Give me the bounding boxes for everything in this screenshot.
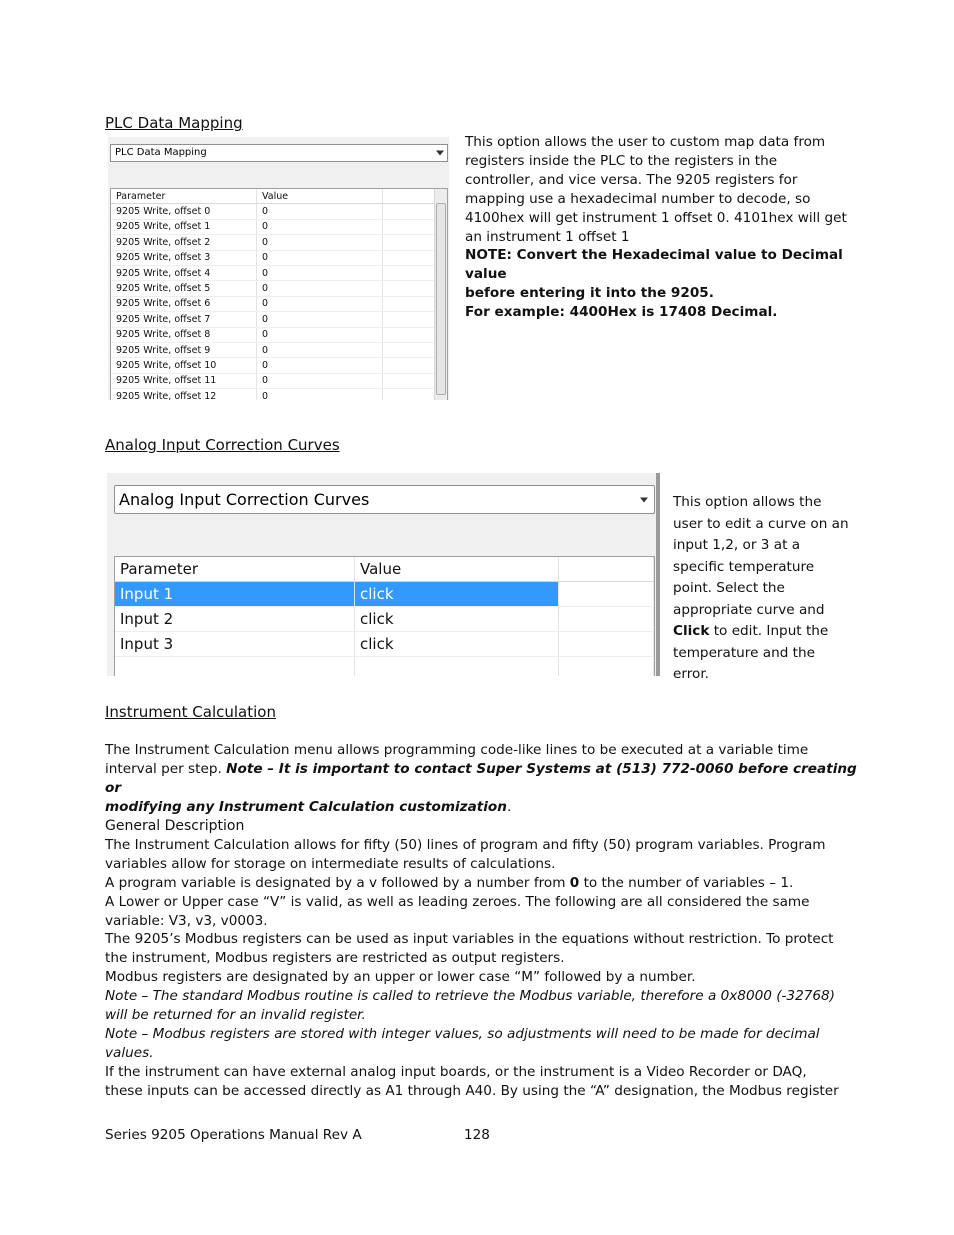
plc-row[interactable]	[111, 389, 447, 400]
calc-p3b: 0	[569, 874, 580, 891]
aicc-row[interactable]	[115, 582, 654, 607]
aicc-frame-edge	[656, 473, 660, 676]
plc-scroll-thumb[interactable]	[436, 203, 446, 395]
calc-n1: Note – The standard Modbus routine is called to retrieve the Modbus variable, therefore a 0x8000 (-32768)	[105, 988, 835, 1005]
plc-value-cell[interactable]: 0	[257, 265, 383, 280]
plc-col-parameter: Parameter	[111, 189, 257, 204]
plc-row[interactable]	[111, 296, 447, 311]
plc-value-cell[interactable]: 0	[257, 204, 383, 219]
plc-desc-line: an instrument 1 offset 1	[465, 228, 630, 245]
plc-value-cell[interactable]: 0	[257, 281, 383, 296]
footer-manual: Series 9205 Operations Manual Rev A	[105, 1127, 362, 1143]
calc-p3a: A program variable is designated by a v followed by a number from	[105, 874, 570, 891]
plc-row[interactable]	[111, 281, 447, 296]
plc-value-cell[interactable]: 0	[257, 327, 383, 342]
calc-p6: The 9205’s Modbus registers can be used as input variables in the equations without restriction. To protect	[105, 931, 834, 948]
plc-value-cell[interactable]: 0	[257, 373, 383, 388]
plc-desc-line: 4100hex will get instrument 1 offset 0. 4101hex will get	[465, 209, 847, 226]
aicc-param-cell[interactable]: Input 3	[115, 632, 355, 657]
plc-desc-line: registers inside the PLC to the registers in the	[465, 152, 778, 169]
plc-value-cell[interactable]: 0	[257, 235, 383, 250]
calc-subheading: General Description	[105, 818, 245, 834]
plc-note-line: NOTE: Convert the Hexadecimal value to Decimal value	[465, 247, 843, 283]
aicc-empty-cell	[355, 657, 559, 677]
aicc-row[interactable]	[115, 632, 654, 657]
calc-note-period: .	[506, 798, 512, 815]
aicc-desc-line: user to edit a curve on an	[673, 515, 849, 532]
plc-value-cell[interactable]: 0	[257, 389, 383, 400]
aicc-col-value: Value	[355, 557, 559, 582]
plc-row[interactable]	[111, 219, 447, 234]
aicc-heading: Analog Input Correction Curves	[105, 436, 340, 454]
aicc-desc-line: error.	[673, 666, 709, 682]
plc-value-cell[interactable]: 0	[257, 312, 383, 327]
calc-p9: If the instrument can have external analog input boards, or the instrument is a Video Recorder or DAQ,	[105, 1063, 807, 1080]
plc-description	[465, 133, 855, 322]
plc-param-cell[interactable]: 9205 Write, offset 2	[111, 235, 257, 250]
calc-note-contact: Note – It is important to contact Super Systems at (513) 772-0060 before creating or	[105, 760, 857, 796]
aicc-value-cell[interactable]: click	[355, 607, 559, 632]
calc-n3: Note – Modbus registers are stored with integer values, so adjustments will need to be made for decimal	[105, 1025, 820, 1042]
plc-param-cell[interactable]: 9205 Write, offset 10	[111, 358, 257, 373]
plc-row[interactable]	[111, 327, 447, 342]
plc-desc-line: controller, and vice versa. The 9205 registers for	[465, 171, 798, 188]
plc-scrollbar[interactable]	[434, 189, 447, 400]
aicc-value-cell[interactable]: click	[355, 632, 559, 657]
plc-row[interactable]	[111, 358, 447, 373]
aicc-empty-cell	[559, 657, 654, 677]
chevron-down-icon	[436, 151, 444, 156]
aicc-desc-line: appropriate curve and	[673, 601, 825, 618]
aicc-empty-cell	[559, 582, 654, 607]
calc-p4: A Lower or Upper case “V” is valid, as well as leading zeroes. The following are all considered the same	[105, 893, 810, 910]
calc-p5: variable: V3, v3, v0003.	[105, 912, 268, 929]
plc-note-line: before entering it into the 9205.	[465, 285, 714, 302]
calc-p2: variables allow for storage on intermediate results of calculations.	[105, 855, 556, 872]
plc-dropdown-label: PLC Data Mapping	[115, 147, 207, 158]
aicc-dropdown[interactable]	[114, 485, 655, 514]
plc-param-cell[interactable]: 9205 Write, offset 9	[111, 342, 257, 357]
plc-value-cell[interactable]: 0	[257, 358, 383, 373]
calc-intro-line2: interval per step.	[105, 760, 227, 777]
calc-n2: will be returned for an invalid register.	[105, 1007, 366, 1024]
aicc-desc-line: This option allows the	[673, 494, 822, 510]
plc-dropdown[interactable]	[110, 144, 448, 162]
aicc-empty-cell	[115, 657, 355, 677]
plc-param-cell[interactable]: 9205 Write, offset 7	[111, 312, 257, 327]
calc-p3c: to the number of variables – 1.	[579, 874, 794, 891]
footer-page-number: 128	[464, 1127, 490, 1143]
plc-grid[interactable]	[110, 188, 448, 400]
aicc-empty-cell	[559, 632, 654, 657]
calc-p1: The Instrument Calculation allows for fifty (50) lines of program and fifty (50) program variables. Program	[105, 836, 826, 853]
aicc-value-cell[interactable]: click	[355, 582, 559, 607]
plc-value-cell[interactable]: 0	[257, 342, 383, 357]
plc-param-cell[interactable]: 9205 Write, offset 5	[111, 281, 257, 296]
aicc-grid[interactable]	[114, 556, 655, 676]
plc-value-cell[interactable]: 0	[257, 296, 383, 311]
aicc-row[interactable]	[115, 607, 654, 632]
aicc-col-empty	[559, 557, 654, 582]
aicc-col-parameter: Parameter	[115, 557, 355, 582]
plc-row[interactable]	[111, 342, 447, 357]
plc-row[interactable]	[111, 235, 447, 250]
plc-col-value: Value	[257, 189, 383, 204]
plc-value-cell[interactable]: 0	[257, 250, 383, 265]
calc-n4: values.	[105, 1044, 154, 1061]
plc-value-cell[interactable]: 0	[257, 219, 383, 234]
plc-row[interactable]	[111, 373, 447, 388]
calc-note-contact-cont: modifying any Instrument Calculation customization	[105, 798, 507, 815]
aicc-desc-line: input 1,2, or 3 at a	[673, 537, 801, 553]
plc-param-cell[interactable]: 9205 Write, offset 12	[111, 389, 257, 400]
aicc-dropdown-label: Analog Input Correction Curves	[119, 490, 370, 509]
plc-param-cell[interactable]: 9205 Write, offset 4	[111, 265, 257, 280]
aicc-screenshot	[107, 473, 660, 676]
plc-row[interactable]	[111, 250, 447, 265]
calc-intro-line1: The Instrument Calculation menu allows programming code-like lines to be executed at a variable time	[105, 742, 809, 758]
aicc-empty-cell	[559, 607, 654, 632]
plc-screenshot	[108, 137, 449, 400]
calc-p7: the instrument, Modbus registers are restricted as output registers.	[105, 950, 565, 967]
aicc-desc-line: specific temperature	[673, 558, 815, 575]
aicc-desc-line: point. Select the	[673, 580, 785, 596]
plc-param-cell[interactable]: 9205 Write, offset 0	[111, 204, 257, 219]
plc-param-cell[interactable]: 9205 Write, offset 1	[111, 219, 257, 234]
plc-param-cell[interactable]: 9205 Write, offset 8	[111, 327, 257, 342]
aicc-description	[673, 492, 863, 686]
calc-p10: these inputs can be accessed directly as A1 through A40. By using the “A” designation, the Modbus register	[105, 1082, 839, 1099]
aicc-param-cell[interactable]: Input 1	[115, 582, 355, 607]
aicc-click-word: Click	[673, 623, 710, 639]
plc-desc-line: This option allows the user to custom map data from	[465, 134, 826, 150]
chevron-down-icon	[640, 497, 648, 502]
calc-intro	[105, 741, 865, 817]
aicc-param-cell[interactable]: Input 2	[115, 607, 355, 632]
plc-row[interactable]	[111, 312, 447, 327]
plc-param-cell[interactable]: 9205 Write, offset 6	[111, 296, 257, 311]
plc-row[interactable]	[111, 204, 447, 219]
aicc-click-rest: to edit. Input the	[709, 623, 829, 639]
plc-param-cell[interactable]: 9205 Write, offset 11	[111, 373, 257, 388]
plc-desc-line: mapping use a hexadecimal number to decode, so	[465, 190, 811, 207]
plc-row[interactable]	[111, 265, 447, 280]
calc-general	[105, 817, 865, 1101]
plc-param-cell[interactable]: 9205 Write, offset 3	[111, 250, 257, 265]
aicc-empty-row	[115, 657, 654, 677]
aicc-desc-line: temperature and the	[673, 644, 815, 661]
plc-heading: PLC Data Mapping	[105, 114, 243, 132]
calc-heading: Instrument Calculation	[105, 703, 276, 721]
plc-note-line: For example: 4400Hex is 17408 Decimal.	[465, 304, 778, 321]
calc-p8: Modbus registers are designated by an upper or lower case “M” followed by a number.	[105, 969, 696, 986]
